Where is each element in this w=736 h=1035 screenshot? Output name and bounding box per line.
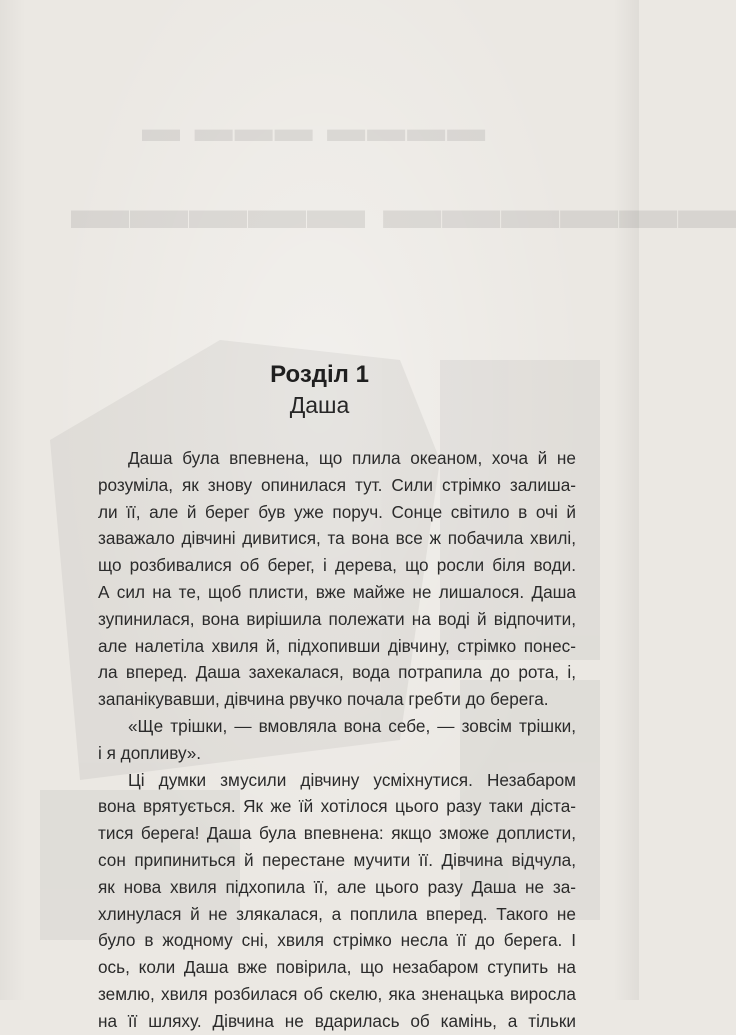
text-line: було в жодному сні, хвиля стрімко несла її до берега. І	[98, 930, 576, 951]
text-line: Ці думки змусили дівчину усміхнутися. Незабаром	[128, 769, 576, 790]
text-line: що розбивалися об берег, і дерева, що росли біля води.	[98, 555, 576, 576]
show-through-title: ▬▬▬▬▬▬ ▬▬▬▬▬	[70, 176, 736, 241]
chapter-title: Даша	[289, 392, 350, 418]
text-line: ли її, але й берег був уже поруч. Сонце світило в очі й	[98, 501, 576, 522]
chapter-heading	[0, 360, 639, 420]
chapter-number: Розділ 1	[270, 361, 369, 388]
paragraph	[68, 767, 576, 1035]
show-through-book-label: ▬▬▬▬ ▬▬▬ ▬	[140, 108, 486, 150]
text-line: як нова хвиля підхопила її, але цього разу Даша не за-	[98, 876, 576, 897]
text-line: ось, коли Даша вже повірила, що незабаром ступить на	[98, 957, 576, 978]
text-line: вона врятується. Як же їй хотілося цього разу таки діста-	[98, 796, 576, 817]
text-line: «Ще трішки, — вмовляла вона себе, — зовсім трішки,	[128, 715, 576, 736]
text-line: сон припиниться й перестане мучити її. Дівчина відчула,	[98, 849, 576, 870]
chapter-body	[68, 445, 576, 1035]
text-line: А сил на те, щоб плисти, вже майже не лишалося. Даша	[98, 581, 576, 602]
text-line: запанікувавши, дівчина рвучко почала гребти до берега.	[98, 689, 549, 710]
text-line: але налетіла хвиля й, підхопивши дівчину, стрімко понес-	[98, 635, 576, 656]
text-line: тися берега! Даша була впевнена: якщо зможе доплисти,	[98, 823, 576, 844]
text-line: ла вперед. Даша захекалася, вода потрапила до рота, і,	[98, 662, 576, 683]
paragraph	[68, 713, 576, 767]
text-line: і я допливу».	[98, 742, 202, 763]
paragraph	[68, 445, 576, 713]
text-line: на її шляху. Дівчина не вдарилась об камінь, а тільки	[98, 1010, 576, 1031]
text-line: розуміла, як знову опинилася тут. Сили стрімко залиша-	[98, 474, 576, 495]
text-line: зупинилася, вона вирішила полежати на воді й відпочити,	[98, 608, 576, 629]
text-line: заважало дівчині дивитися, та вона все ж побачила хвилі,	[98, 528, 576, 549]
text-line: землю, хвиля розбилася об скелю, яка зненацька виросла	[98, 983, 576, 1004]
text-line: хлинулася й не злякалася, а поплила вперед. Такого не	[98, 903, 576, 924]
text-line: Даша була впевнена, що плила океаном, хоча й не	[128, 448, 576, 468]
